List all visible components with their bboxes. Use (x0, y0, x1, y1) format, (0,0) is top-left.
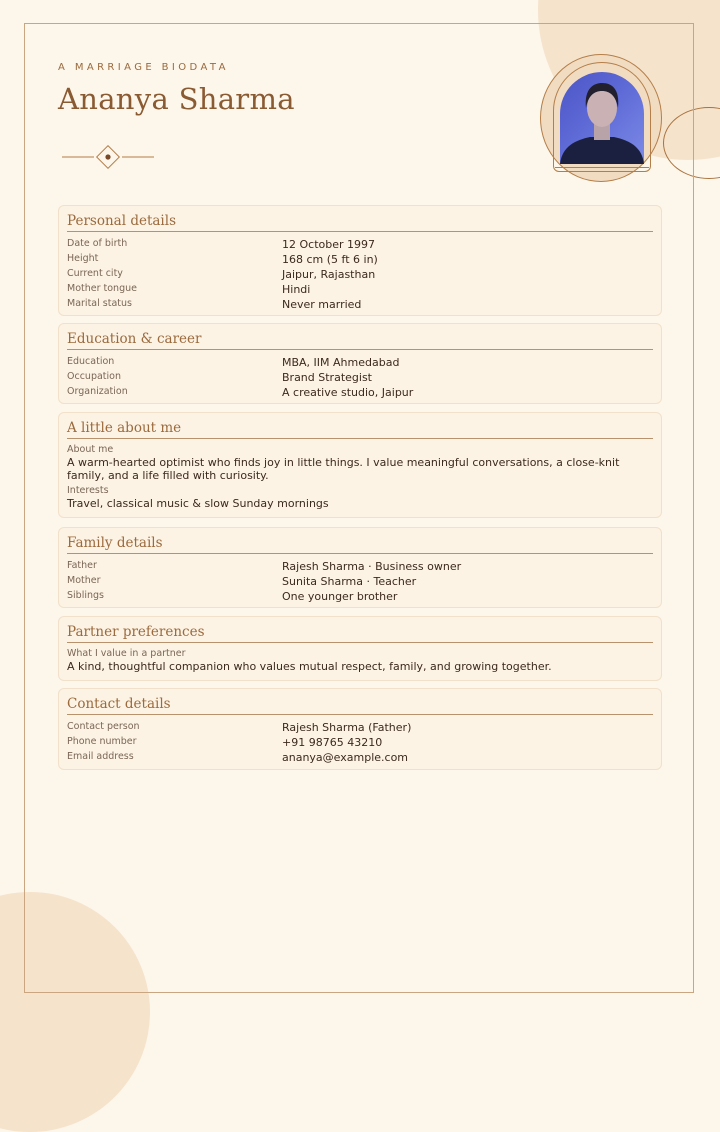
personal-details-card (58, 205, 662, 316)
detail-value: 168 cm (5 ft 6 in) (282, 253, 378, 266)
detail-row (67, 559, 653, 574)
about-me-card (58, 412, 662, 518)
detail-label: Mother tongue (67, 283, 137, 294)
section-title: Personal details (67, 212, 653, 232)
detail-label: Phone number (67, 736, 137, 747)
detail-label: Education (67, 356, 115, 367)
detail-label: Organization (67, 386, 128, 397)
section-title: Partner preferences (67, 623, 653, 643)
detail-label: Occupation (67, 371, 121, 382)
detail-label: Height (67, 253, 99, 264)
document-eyebrow: A MARRIAGE BIODATA (58, 62, 229, 73)
detail-label: Date of birth (67, 238, 128, 249)
detail-row (67, 750, 653, 765)
about-text: A warm-hearted optimist who finds joy in little things. I value meaningful conversations, a close-knit family, and a life filled with curiosity. (67, 456, 620, 482)
detail-value: Brand Strategist (282, 371, 372, 384)
detail-row (67, 297, 653, 312)
detail-row (67, 589, 653, 604)
detail-value: A creative studio, Jaipur (282, 386, 414, 399)
detail-row (67, 370, 653, 385)
detail-value: One younger brother (282, 590, 398, 603)
detail-label: Father (67, 560, 97, 571)
partner-preferences-card (58, 616, 662, 681)
section-title: A little about me (67, 419, 653, 439)
detail-row (67, 574, 653, 589)
detail-label: Mother (67, 575, 101, 586)
section-title: Education & career (67, 330, 653, 350)
detail-label: Marital status (67, 298, 132, 309)
detail-row (67, 735, 653, 750)
detail-row (67, 355, 653, 370)
person-name: Ananya Sharma (58, 82, 295, 116)
detail-value: Hindi (282, 283, 311, 296)
diamond-ornament-icon (62, 145, 154, 169)
detail-value: Rajesh Sharma · Business owner (282, 560, 462, 573)
detail-row (67, 267, 653, 282)
partner-text: A kind, thoughtful companion who values mutual respect, family, and growing together. (67, 660, 552, 673)
interests-label: Interests (67, 485, 109, 496)
detail-value: 12 October 1997 (282, 238, 376, 251)
detail-label: Siblings (67, 590, 104, 601)
detail-value: MBA, IIM Ahmedabad (282, 356, 400, 369)
detail-label: Current city (67, 268, 123, 279)
about-label: About me (67, 444, 114, 455)
detail-row (67, 720, 653, 735)
section-title: Contact details (67, 695, 653, 715)
detail-value: Sunita Sharma · Teacher (282, 575, 417, 588)
education-career-card (58, 323, 662, 404)
profile-photo (560, 72, 644, 164)
partner-label: What I value in a partner (67, 648, 186, 659)
photo-underline (555, 167, 649, 168)
contact-details-card (58, 688, 662, 770)
detail-row (67, 282, 653, 297)
email-address-value: ananya@example.com (282, 751, 409, 764)
detail-label: Email address (67, 751, 134, 762)
detail-row (67, 385, 653, 400)
detail-row (67, 252, 653, 267)
section-title: Family details (67, 534, 653, 554)
contact-person-value: Rajesh Sharma (Father) (282, 721, 412, 734)
detail-value: Never married (282, 298, 362, 311)
detail-row (67, 237, 653, 252)
interests-text: Travel, classical music & slow Sunday mornings (67, 497, 329, 510)
portrait-illustration (560, 72, 644, 164)
detail-label: Contact person (67, 721, 140, 732)
phone-number-value: +91 98765 43210 (282, 736, 383, 749)
detail-value: Jaipur, Rajasthan (282, 268, 376, 281)
family-details-card (58, 527, 662, 608)
